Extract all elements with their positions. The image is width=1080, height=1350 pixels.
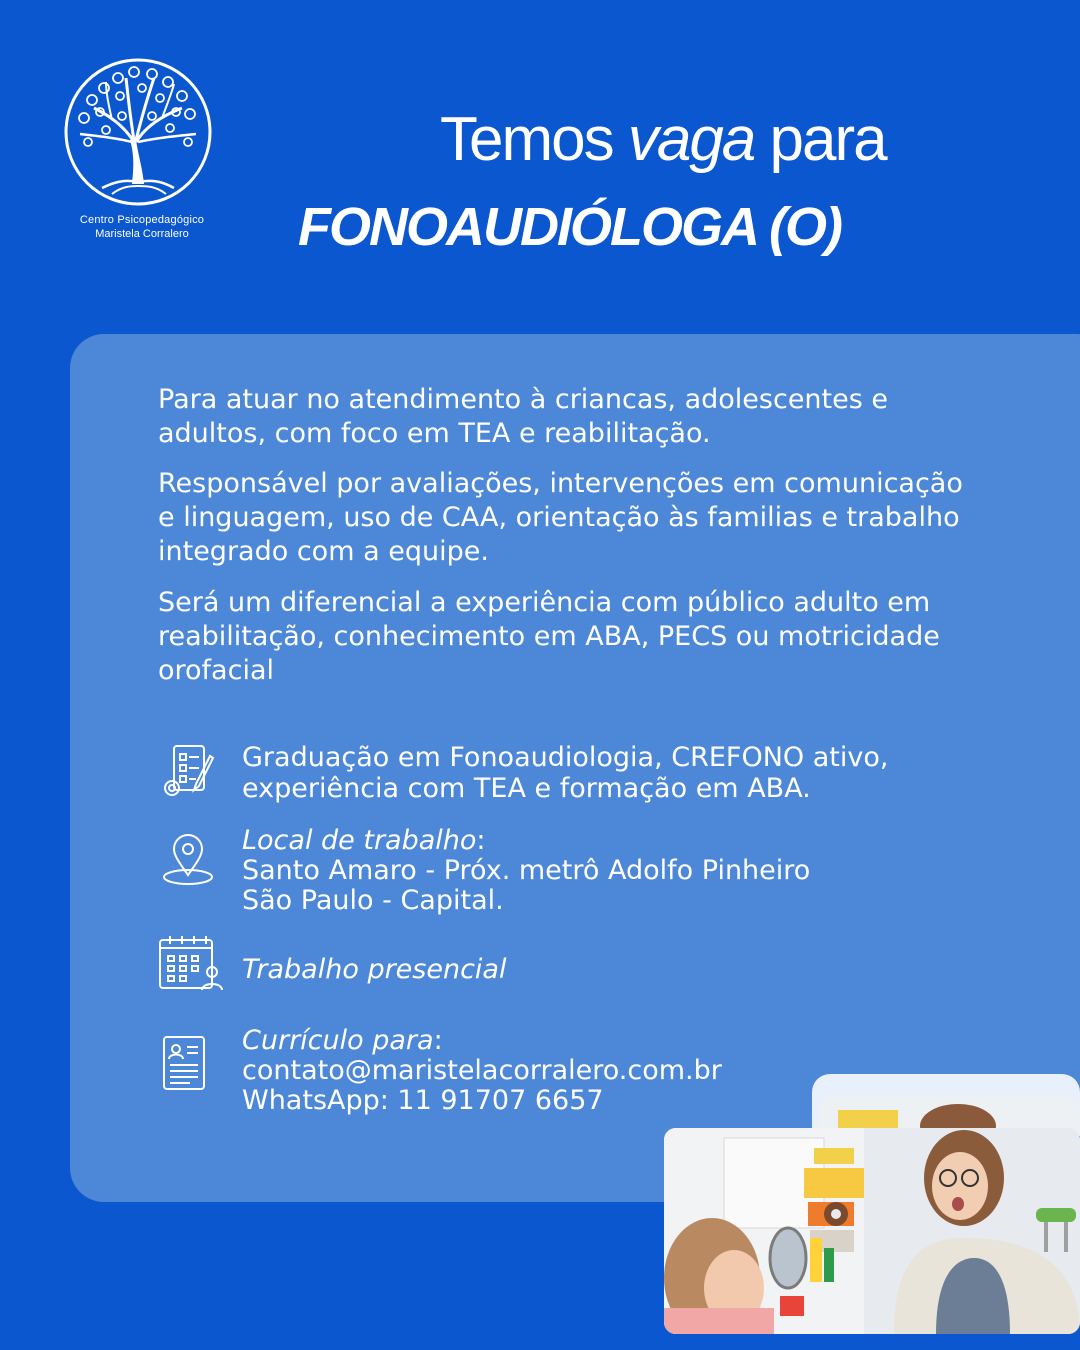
- headline-emph: vaga: [627, 105, 755, 174]
- calendar-icon: [158, 934, 226, 992]
- description-p3: Será um diferencial a experiência com público adulto em reabilitação, conhecimento em ABA, PECS ou motricidade orofacial: [158, 587, 940, 686]
- role-title: FONOAUDIÓLOGA (O): [298, 197, 841, 257]
- therapy-photo: [664, 1128, 1080, 1334]
- contact-colon: :: [433, 1025, 443, 1056]
- location-item: [158, 825, 978, 920]
- headline: [440, 104, 886, 175]
- requirements-line2: experiência com TEA e formação em ABA.: [242, 773, 811, 804]
- logo: [58, 56, 214, 240]
- contact-whatsapp[interactable]: WhatsApp: 11 91707 6657: [242, 1085, 604, 1116]
- tree-of-life-icon: [62, 56, 214, 208]
- logo-line2: Maristela Corralero: [95, 228, 189, 240]
- contact-label: Currículo para: [242, 1025, 434, 1056]
- description-p1: Para atuar no atendimento à criancas, adolescentes e adultos, com foco em TEA e reabilitação.: [158, 384, 889, 449]
- description-p2: Responsável por avaliações, intervenções em comunicação e linguagem, uso de CAA, orientação às familias e trabalho integrado com a equipe.: [158, 468, 963, 567]
- location-line2: São Paulo - Capital.: [242, 885, 504, 916]
- headline-post: para: [769, 105, 886, 174]
- location-line1: Santo Amaro - Próx. metrô Adolfo Pinheiro: [242, 855, 811, 886]
- schedule-item: [158, 934, 978, 994]
- schedule-label: Trabalho presencial: [242, 954, 507, 985]
- location-label: Local de trabalho: [242, 825, 477, 856]
- requirements-line1: Graduação em Fonoaudiologia, CREFONO ativo,: [242, 742, 889, 773]
- contact-email[interactable]: contato@maristelacorralero.com.br: [242, 1055, 722, 1086]
- location-colon: :: [476, 825, 486, 856]
- logo-line1: Centro Psicopedagógico: [79, 214, 205, 226]
- requirements-item: [158, 742, 978, 804]
- checklist-document-icon: [158, 742, 218, 800]
- location-pin-icon: [158, 831, 218, 887]
- headline-pre: Temos: [440, 105, 613, 174]
- resume-icon: [158, 1035, 218, 1093]
